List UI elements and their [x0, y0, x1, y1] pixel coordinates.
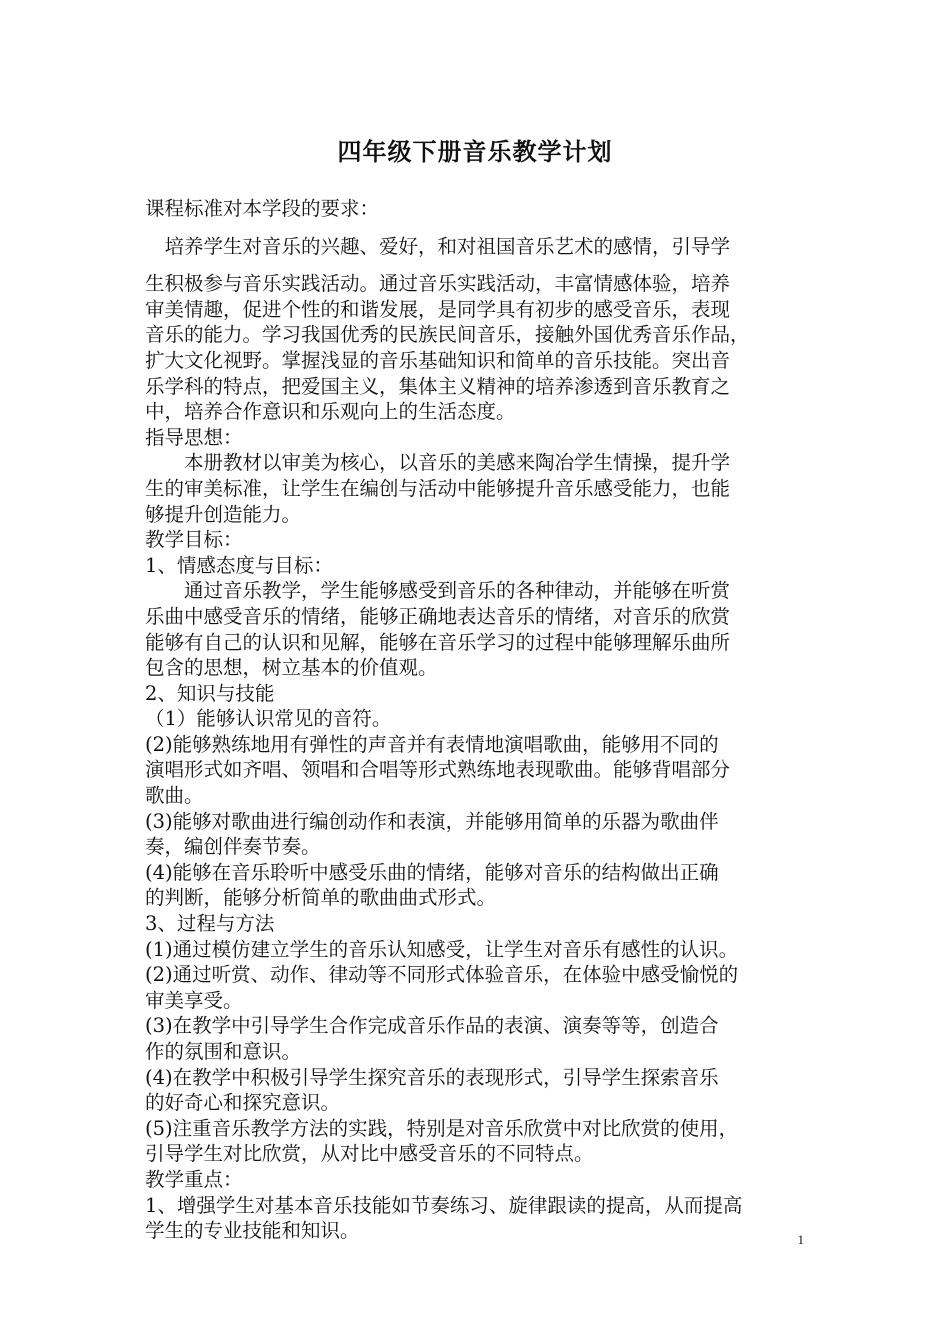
document-body — [145, 196, 825, 1244]
text-line: (1)通过模仿建立学生的音乐认知感受，让学生对音乐有感性的认识。 — [145, 937, 739, 961]
text-line: 乐学科的特点，把爱国主义，集体主义精神的培养渗透到音乐教育之 — [145, 374, 731, 398]
text-line: 教学目标： — [145, 528, 243, 552]
text-line: 生积极参与音乐实践活动。通过音乐实践活动，丰富情感体验，培养 — [145, 272, 731, 296]
text-line: 培养学生对音乐的兴趣、爱好，和对祖国音乐艺术的感情，引导学 — [145, 234, 731, 258]
text-line: 学生的专业技能和知识。 — [145, 1219, 360, 1243]
text-line: 作的氛围和意识。 — [145, 1040, 302, 1063]
text-line: 扩大文化视野。掌握浅显的音乐基础知识和简单的音乐技能。突出音 — [145, 348, 731, 372]
text-line: 生的审美标准，让学生在编创与活动中能够提升音乐感受能力，也能 — [145, 476, 731, 500]
text-line: 2、知识与技能 — [145, 681, 275, 705]
text-line: (5)注重音乐教学方法的实践，特别是对音乐欣赏中对比欣赏的使用， — [145, 1116, 739, 1140]
document-title: 四年级下册音乐教学计划 — [337, 138, 613, 166]
text-line: 包含的思想，树立基本的价值观。 — [145, 656, 438, 680]
text-line: (3)在教学中引导学生合作完成音乐作品的表演、演奏等等，创造合 — [145, 1014, 719, 1038]
text-line: (4)能够在音乐聆听中感受乐曲的情绪，能够对音乐的结构做出正确 — [145, 860, 719, 884]
text-line: 审美情趣，促进个性的和谐发展，是同学具有初步的感受音乐，表现 — [145, 297, 731, 321]
text-line: 的好奇心和探究意识。 — [145, 1091, 341, 1115]
text-line: (2)通过听赏、动作、律动等不同形式体验音乐，在体验中感受愉悦的 — [145, 963, 739, 987]
text-line: 演唱形式如齐唱、领唱和合唱等形式熟练地表现歌曲。能够背唱部分 — [145, 758, 731, 782]
text-line: 课程标准对本学段的要求： — [145, 197, 380, 220]
text-line: 1、情感态度与目标： — [145, 553, 333, 577]
text-line: 的判断，能够分析简单的歌曲曲式形式。 — [145, 886, 497, 910]
text-line: (4)在教学中积极引导学生探究音乐的表现形式，引导学生探索音乐 — [145, 1065, 719, 1089]
text-line: 3、过程与方法 — [145, 912, 275, 936]
text-line: 本册教材以审美为核心，以音乐的美感来陶冶学生情操，提升学 — [145, 451, 731, 475]
text-line: 奏，编创伴奏节奏。 — [145, 835, 321, 859]
text-line: 中，培养合作意识和乐观向上的生活态度。 — [145, 400, 516, 424]
text-line: 指导思想： — [145, 425, 243, 449]
text-line: （1）能够认识常见的音符。 — [145, 707, 392, 731]
text-line: 音乐的能力。学习我国优秀的民族民间音乐，接触外国优秀音乐作品， — [145, 323, 750, 347]
text-line: (2)能够熟练地用有弹性的声音并有表情地演唱歌曲，能够用不同的 — [145, 732, 719, 756]
text-line: 教学重点： — [145, 1167, 243, 1191]
text-line: 通过音乐教学，学生能够感受到音乐的各种律动，并能够在听赏 — [145, 579, 731, 603]
text-line: 1、增强学生对基本音乐技能如节奏练习、旋律跟读的提高，从而提高 — [145, 1193, 743, 1217]
text-line: 歌曲。 — [145, 784, 204, 808]
text-line: 乐曲中感受音乐的情绪，能够正确地表达音乐的情绪，对音乐的欣赏 — [145, 604, 731, 628]
text-line: 引导学生对比欣赏，从对比中感受音乐的不同特点。 — [145, 1142, 594, 1166]
page-number: 1 — [797, 1232, 804, 1247]
text-line: (3)能够对歌曲进行编创动作和表演，并能够用简单的乐器为歌曲伴 — [145, 809, 719, 833]
text-line: 能够有自己的认识和见解，能够在音乐学习的过程中能够理解乐曲所 — [145, 630, 731, 654]
text-line: 审美享受。 — [145, 988, 243, 1012]
text-line: 够提升创造能力。 — [145, 502, 302, 526]
